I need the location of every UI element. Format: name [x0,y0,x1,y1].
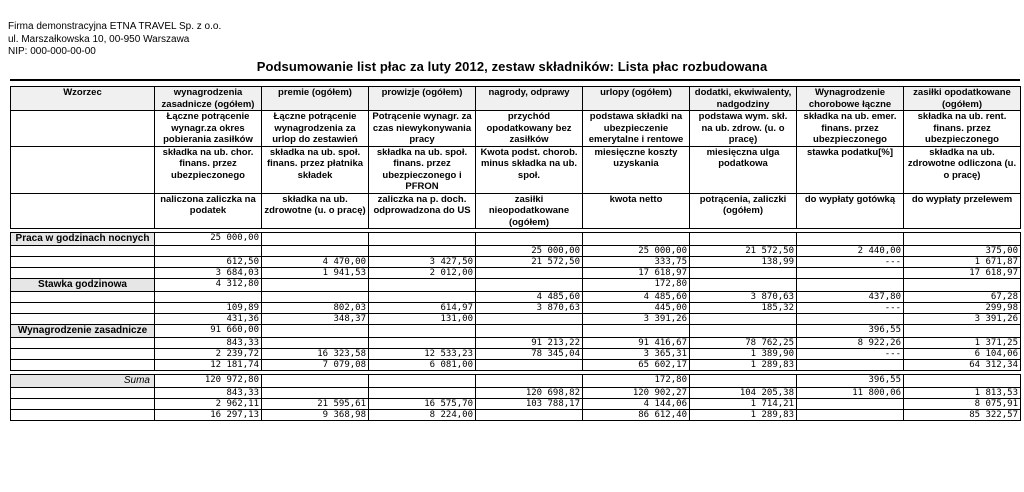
header-cell: Wynagrodzenie chorobowe łączne [797,87,904,111]
value-cell: 1 389,90 [690,349,797,360]
table-row [11,246,1021,257]
total-row [11,410,1021,421]
value-cell: 1 813,53 [904,388,1021,399]
value-cell: 67,28 [904,292,1021,303]
group-label: Stawka godzinowa [11,279,155,292]
header-cell: zasiłki opodatkowane (ogółem) [904,87,1021,111]
value-cell: 1 714,21 [690,399,797,410]
value-cell: 131,00 [369,314,476,325]
value-cell [690,314,797,325]
value-cell [155,246,262,257]
value-cell [583,325,690,338]
value-cell [369,375,476,388]
value-cell: 4 312,80 [155,279,262,292]
value-cell [262,292,369,303]
company-info [8,21,221,59]
header-row [11,146,1021,193]
group-label-spacer [11,360,155,371]
total-row [11,388,1021,399]
header-row [11,111,1021,147]
header-cell: premie (ogółem) [262,87,369,111]
value-cell: 21 595,61 [262,399,369,410]
value-cell [476,375,583,388]
header-cell: naliczona zaliczka na podatek [155,193,262,229]
value-cell: 3 870,63 [690,292,797,303]
header-cell: do wypłaty przelewem [904,193,1021,229]
value-cell: 25 000,00 [155,233,262,246]
header-cell: podstawa składki na ubezpieczenie emerytalne i rentowe [583,111,690,147]
value-cell [797,233,904,246]
table-row [11,325,1021,338]
value-cell: 2 239,72 [155,349,262,360]
value-cell: 138,99 [690,257,797,268]
header-cell: miesięczne koszty uzyskania [583,146,690,193]
value-cell: 3 391,26 [583,314,690,325]
header-cell: Łączne potrącenie wynagrodzenia za urlop do zestawień [262,111,369,147]
header-cell: zasiłki nieopodatkowane (ogółem) [476,193,583,229]
value-cell [797,399,904,410]
value-cell: 12 181,74 [155,360,262,371]
value-cell: 6 104,06 [904,349,1021,360]
header-row [11,87,1021,111]
value-cell [904,279,1021,292]
table-row [11,314,1021,325]
table-row [11,279,1021,292]
value-cell: 1 941,53 [262,268,369,279]
header-cell: zaliczka na p. doch. odprowadzona do US [369,193,476,229]
value-cell: 172,80 [583,279,690,292]
value-cell: 1 289,83 [690,360,797,371]
value-cell [369,279,476,292]
header-cell: podstawa wym. skł. na ub. zdrow. (u. o pracę) [690,111,797,147]
value-cell [797,410,904,421]
company-nip: NIP: 000-000-00-00 [8,46,96,57]
value-cell: 8 224,00 [369,410,476,421]
value-cell: 2 962,11 [155,399,262,410]
value-cell: 1 371,25 [904,338,1021,349]
value-cell: 396,55 [797,375,904,388]
value-cell [904,233,1021,246]
header-cell: kwota netto [583,193,690,229]
header-cell: do wypłaty gotówką [797,193,904,229]
total-row [11,375,1021,388]
group-label-spacer [11,292,155,303]
header-cell: składka na ub. społ. finans. przez płatnika składek [262,146,369,193]
value-cell: 91 660,00 [155,325,262,338]
header-pattern-cell [11,146,155,193]
value-cell [904,325,1021,338]
value-cell [369,292,476,303]
table-row [11,303,1021,314]
value-cell [690,279,797,292]
group-label-spacer [11,257,155,268]
table-row [11,233,1021,246]
value-cell [476,233,583,246]
value-cell: 17 618,97 [904,268,1021,279]
value-cell: 431,36 [155,314,262,325]
group-label-spacer [11,349,155,360]
header-pattern-cell [11,193,155,229]
table-row [11,338,1021,349]
total-row [11,399,1021,410]
value-cell: 78 345,04 [476,349,583,360]
header-cell: Potrącenie wynagr. za czas niewykonywania pracy [369,111,476,147]
header-cell: dodatki, ekwiwalenty, nadgodziny [690,87,797,111]
value-cell: 103 788,17 [476,399,583,410]
value-cell [369,233,476,246]
value-cell: 185,32 [690,303,797,314]
header-row [11,193,1021,229]
value-cell: 299,98 [904,303,1021,314]
group-label-spacer [11,268,155,279]
value-cell: --- [797,257,904,268]
value-cell [262,246,369,257]
value-cell: 348,37 [262,314,369,325]
value-cell: 25 000,00 [476,246,583,257]
value-cell [155,292,262,303]
value-cell [690,325,797,338]
header-cell: składka na ub. rent. finans. przez ubezpieczonego [904,111,1021,147]
value-cell: 4 485,60 [476,292,583,303]
value-cell: 91 416,67 [583,338,690,349]
value-cell: --- [797,349,904,360]
value-cell [262,375,369,388]
value-cell [369,246,476,257]
value-cell: 104 205,38 [690,388,797,399]
value-cell: 612,50 [155,257,262,268]
value-cell: 120 972,80 [155,375,262,388]
group-label-spacer [11,303,155,314]
value-cell [262,233,369,246]
value-cell: 2 440,00 [797,246,904,257]
value-cell: 375,00 [904,246,1021,257]
header-cell: składka na ub. zdrowotne (u. o pracę) [262,193,369,229]
report-title: Podsumowanie list płac za luty 2012, zestaw składników: Lista płac rozbudowana [256,59,768,74]
value-cell [476,360,583,371]
header-cell: wynagrodzenia zasadnicze (ogółem) [155,87,262,111]
header-cell: urlopy (ogółem) [583,87,690,111]
header-cell: nagrody, odprawy [476,87,583,111]
value-cell [797,268,904,279]
value-cell [476,314,583,325]
value-cell: 802,03 [262,303,369,314]
value-cell [476,410,583,421]
value-cell: 91 213,22 [476,338,583,349]
value-cell: 333,75 [583,257,690,268]
value-cell: 12 533,23 [369,349,476,360]
value-cell [476,279,583,292]
value-cell: 6 081,00 [369,360,476,371]
table-row [11,349,1021,360]
value-cell: 4 470,00 [262,257,369,268]
header-cell: stawka podatku[%] [797,146,904,193]
group-label: Praca w godzinach nocnych [11,233,155,246]
value-cell [476,325,583,338]
value-cell: 1 671,87 [904,257,1021,268]
value-cell: 8 922,26 [797,338,904,349]
table-row [11,257,1021,268]
value-cell [476,268,583,279]
total-label: Suma [11,375,155,388]
header-cell: miesięczna ulga podatkowa [690,146,797,193]
value-cell: 3 870,63 [476,303,583,314]
value-cell: 3 365,31 [583,349,690,360]
header-cell: składka na ub. chor. finans. przez ubezpieczonego [155,146,262,193]
value-cell: 1 289,83 [690,410,797,421]
value-cell [262,388,369,399]
header-cell: przychód opodatkowany bez zasiłków [476,111,583,147]
header-cell: potrącenia, zaliczki (ogółem) [690,193,797,229]
value-cell: 3 684,03 [155,268,262,279]
value-cell: 16 323,58 [262,349,369,360]
value-cell [690,233,797,246]
value-cell: 3 391,26 [904,314,1021,325]
value-cell: 25 000,00 [583,246,690,257]
value-cell: 16 297,13 [155,410,262,421]
table-row [11,292,1021,303]
value-cell: 843,33 [155,388,262,399]
value-cell: 120 698,82 [476,388,583,399]
header-cell: składka na ub. społ. finans. przez ubezpieczonego i PFRON [369,146,476,193]
header-cell: składka na ub. zdrowotne odliczona (u. o pracę) [904,146,1021,193]
value-cell: 78 762,25 [690,338,797,349]
value-cell: 11 800,06 [797,388,904,399]
title-divider [10,79,1020,81]
header-cell: składka na ub. emer. finans. przez ubezpieczonego [797,111,904,147]
value-cell [369,338,476,349]
header-pattern-cell [11,111,155,147]
value-cell: 4 485,60 [583,292,690,303]
value-cell [369,388,476,399]
value-cell: 2 012,00 [369,268,476,279]
header-cell: Kwota podst. chorob. minus składka na ub. społ. [476,146,583,193]
value-cell: 3 427,50 [369,257,476,268]
value-cell: 86 612,40 [583,410,690,421]
value-cell [797,314,904,325]
value-cell: 17 618,97 [583,268,690,279]
value-cell [797,360,904,371]
table-row [11,360,1021,371]
value-cell: 21 572,50 [476,257,583,268]
company-name: Firma demonstracyjna ETNA TRAVEL Sp. z o.o. [8,21,222,32]
group-label-spacer [11,388,155,399]
value-cell: 85 322,57 [904,410,1021,421]
value-cell: 16 575,70 [369,399,476,410]
value-cell: 437,80 [797,292,904,303]
value-cell: 172,80 [583,375,690,388]
value-cell: 4 144,06 [583,399,690,410]
group-label: Wynagrodzenie zasadnicze [11,325,155,338]
payroll-summary-table [10,86,1021,421]
value-cell [690,375,797,388]
header-cell: Łączne potrącenie wynagr.za okres pobierania zasiłków [155,111,262,147]
header-pattern-cell: Wzorzec [11,87,155,111]
value-cell: 614,97 [369,303,476,314]
value-cell: 8 075,91 [904,399,1021,410]
value-cell: 120 902,27 [583,388,690,399]
value-cell [262,279,369,292]
header-cell: prowizje (ogółem) [369,87,476,111]
value-cell: 7 079,08 [262,360,369,371]
value-cell: 843,33 [155,338,262,349]
table-row [11,268,1021,279]
value-cell [690,268,797,279]
value-cell: 445,00 [583,303,690,314]
group-label-spacer [11,410,155,421]
value-cell [369,325,476,338]
value-cell: 65 602,17 [583,360,690,371]
value-cell: --- [797,303,904,314]
value-cell: 396,55 [797,325,904,338]
value-cell [262,325,369,338]
value-cell [583,233,690,246]
group-label-spacer [11,246,155,257]
value-cell: 9 368,98 [262,410,369,421]
value-cell: 21 572,50 [690,246,797,257]
value-cell [904,375,1021,388]
group-label-spacer [11,399,155,410]
group-label-spacer [11,314,155,325]
value-cell [262,338,369,349]
value-cell: 64 312,34 [904,360,1021,371]
group-label-spacer [11,338,155,349]
company-address: ul. Marszałkowska 10, 00-950 Warszawa [8,33,190,45]
value-cell: 109,89 [155,303,262,314]
value-cell [797,279,904,292]
